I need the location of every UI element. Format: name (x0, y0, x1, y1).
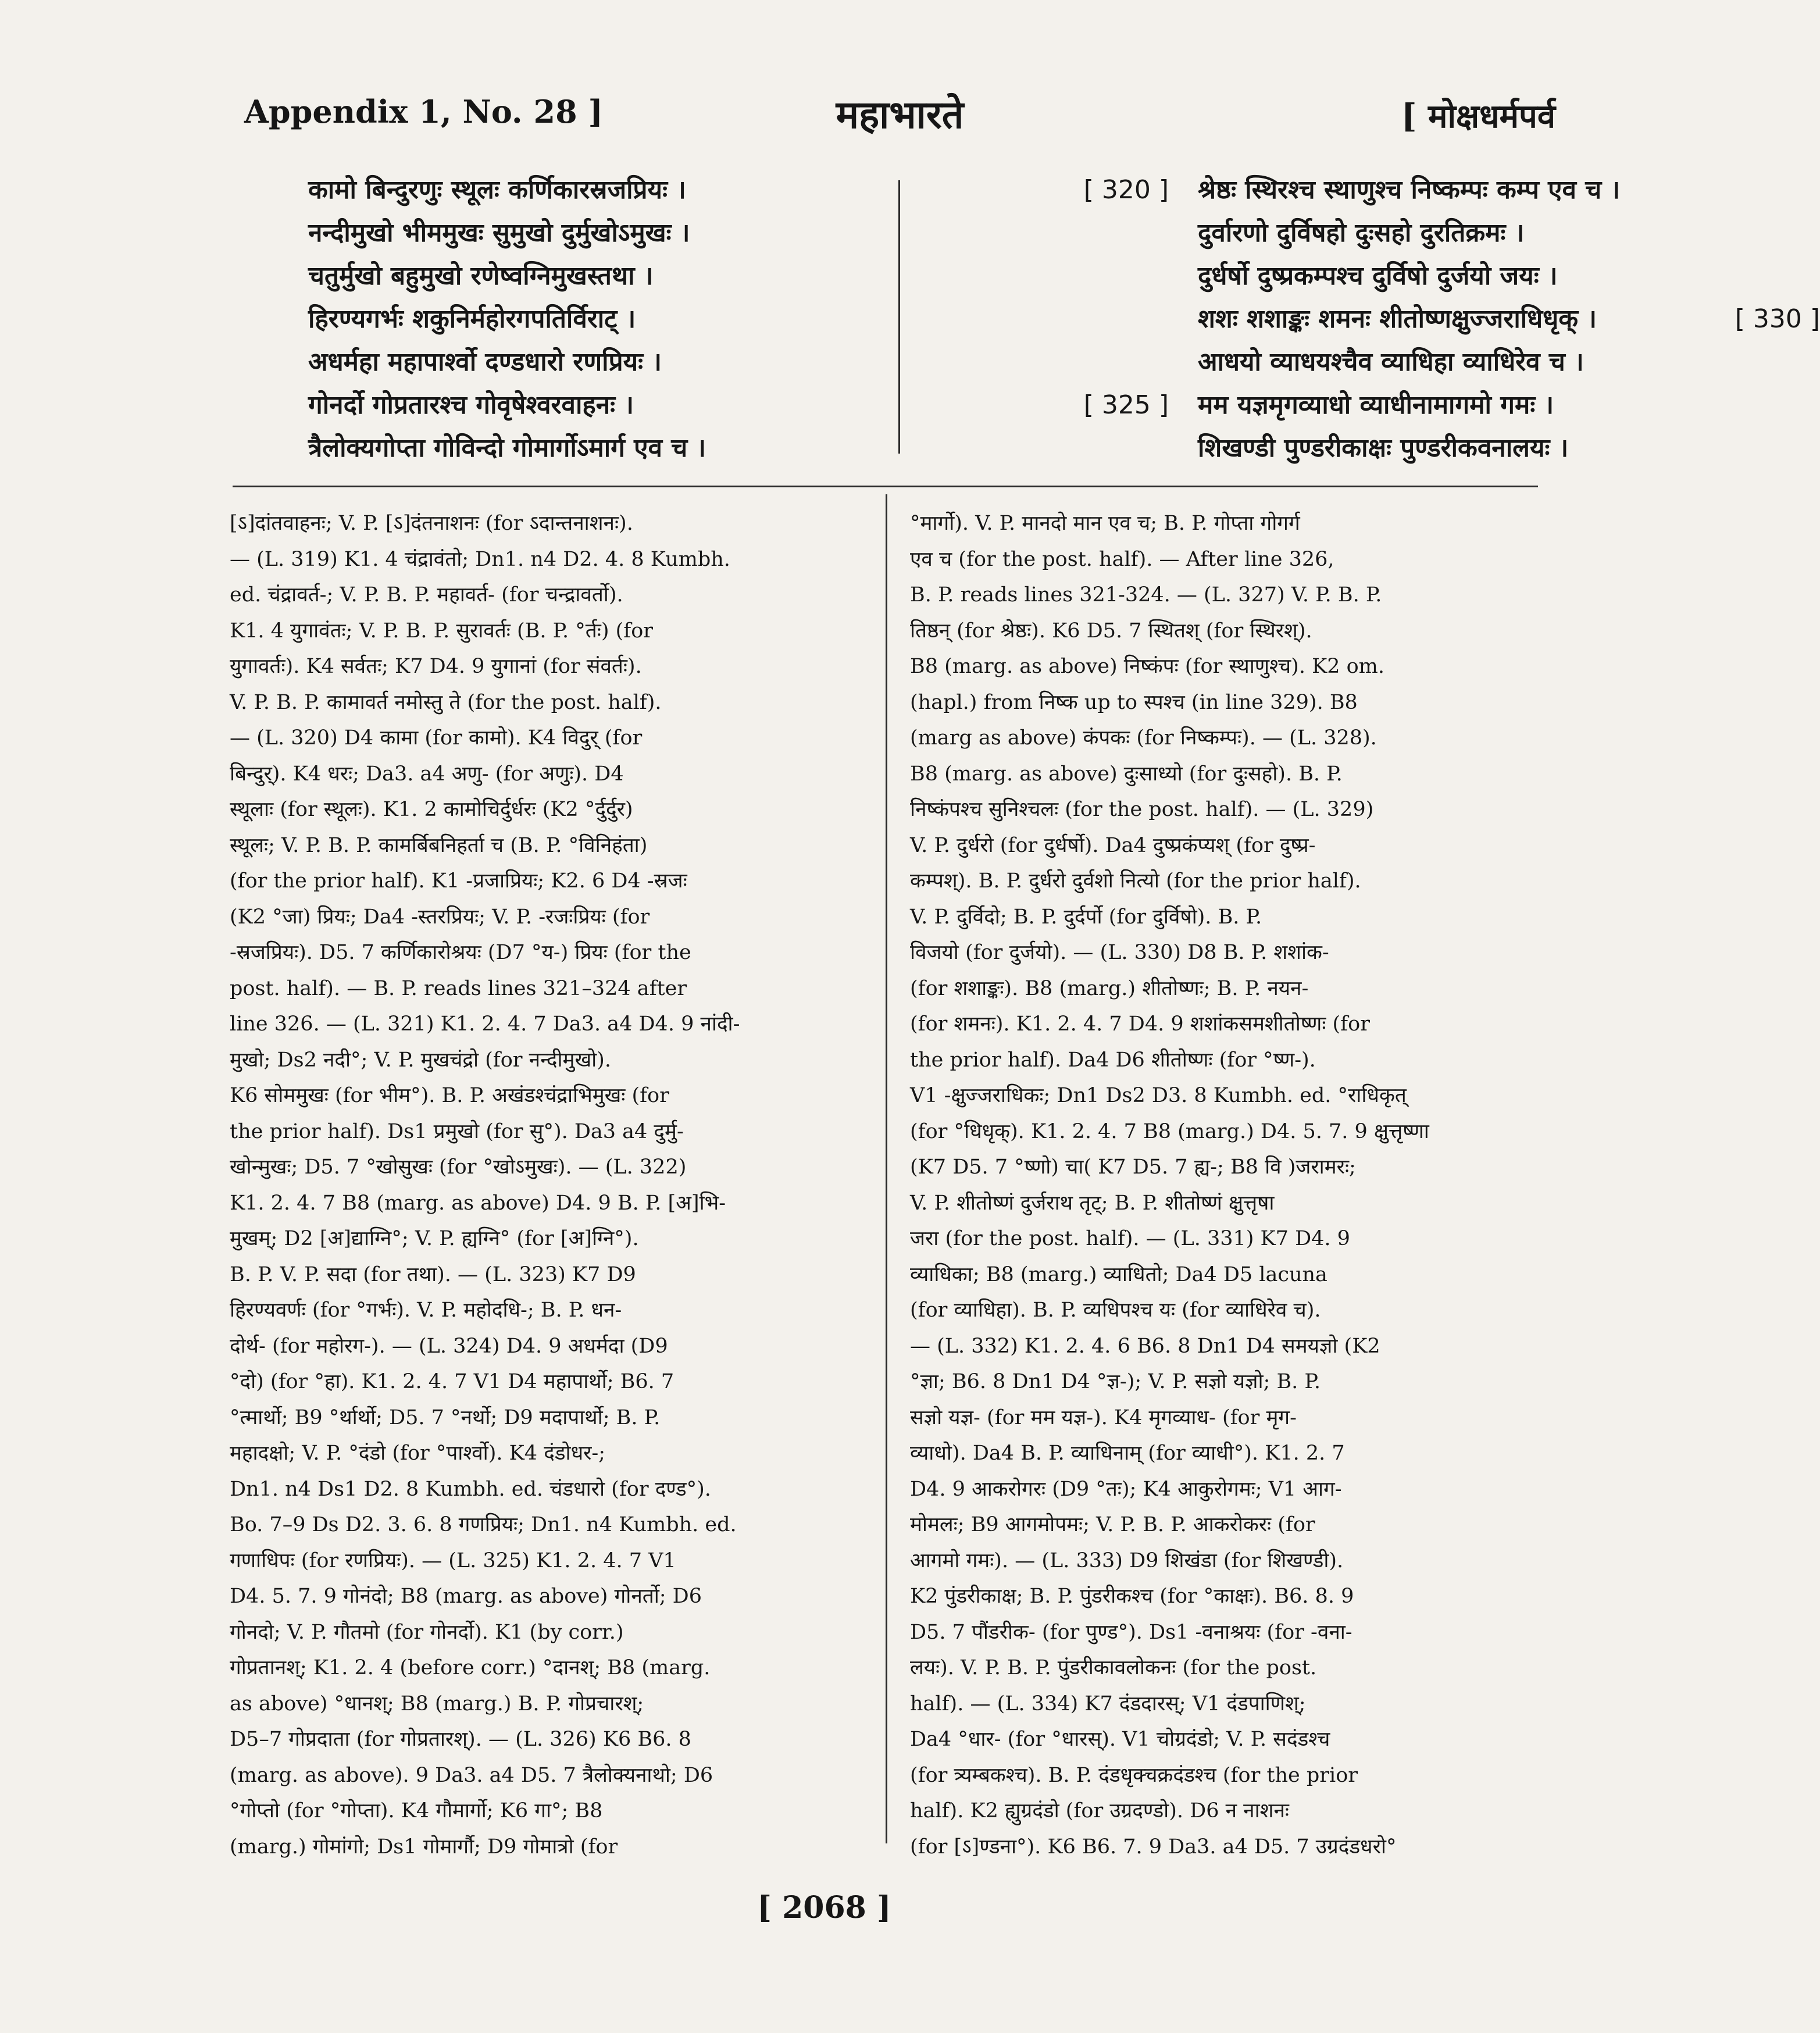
note-line: मुखम्; D2 [अ]द्याग्नि°; V. P. ह्यग्नि° (for [अ]ग्नि°). (230, 1227, 639, 1250)
running-header (244, 81, 1555, 145)
note-line: (for शमनः). K1. 2. 4. 7 D4. 9 शशांकसमशीतोष्णः (for (910, 1012, 1370, 1036)
note-line: line 326. — (L. 321) K1. 2. 4. 7 Da3. a4 D4. 9 नांदी- (230, 1012, 740, 1036)
note-line: खोन्मुखः; D5. 7 °खोसुखः (for °खोऽमुखः). — (L. 322) (230, 1155, 687, 1179)
note-line: half). — (L. 334) K7 दंडदारस्; V1 दंडपाणिश्; (910, 1692, 1306, 1715)
verse-text: हिरण्यगर्भः शकुनिर्महोरगपतिर्विराट् । (308, 304, 636, 334)
note-line: K6 सोममुखः (for भीम°). B. P. अखंडश्चंद्राभिमुखः (for (230, 1084, 669, 1107)
verse-number: [ 320 ] (1083, 175, 1169, 205)
verse-text: दुर्वारणो दुर्विषहो दुःसहो दुरतिक्रमः । (1198, 218, 1525, 248)
verse-number: [ 330 ] (1735, 304, 1820, 334)
verse-number: [ 325 ] (1083, 390, 1169, 420)
verse-line (308, 255, 1169, 298)
note-line: (K2 °जा) प्रियः; Da4 -स्तरप्रियः; V. P. -रजःप्रियः (for (230, 905, 650, 929)
note-line: आगमो गमः). — (L. 333) D9 शिखंडा (for शिखण्डी). (910, 1549, 1344, 1572)
note-line: D5–7 गोप्रदाता (for गोप्रतारश्). — (L. 326) K6 B6. 8 (230, 1728, 691, 1751)
note-line: — (L. 319) K1. 4 चंद्रावंतो; Dn1. n4 D2. 4. 8 Kumbh. (230, 547, 730, 571)
note-line: D4. 9 आकरोगरः (D9 °तः); K4 आकुरोगमः; V1 आग- (910, 1477, 1342, 1501)
note-line: V. P. दुर्विदो; B. P. दुर्दर्पो (for दुर्विषो). B. P. (910, 905, 1262, 929)
horizontal-rule (233, 486, 1538, 487)
note-line: स्थूलाः (for स्थूलः). K1. 2 कामोचिर्दुर्धरः (K2 °र्दुर्दुर) (230, 798, 633, 821)
note-line: लयः). V. P. B. P. पुंडरीकावलोकनः (for the post. (910, 1656, 1317, 1679)
note-line: post. half). — B. P. reads lines 321–324 after (230, 976, 687, 1000)
note-line: as above) °धानश्; B8 (marg.) B. P. गोप्रचारश्; (230, 1692, 644, 1715)
note-line: °दो) (for °हा). K1. 2. 4. 7 V1 D4 महापार्थो; B6. 7 (230, 1370, 675, 1393)
note-line: निष्कंपश्च सुनिश्चलः (for the post. half). — (L. 329) (910, 798, 1374, 821)
note-line: B. P. V. P. सदा (for तथा). — (L. 323) K7 D9 (230, 1262, 636, 1286)
verse-text: अधर्महा महापार्श्वो दण्डधारो रणप्रियः । (308, 347, 662, 377)
verse-line (308, 427, 1169, 470)
note-line: (for °धिधृक्). K1. 2. 4. 7 B8 (marg.) D4. 5. 7. 9 क्षुत्तृष्णा (910, 1119, 1429, 1143)
notes-column-divider (886, 494, 887, 1843)
verse-column-left (308, 169, 1169, 470)
note-line: सज्ञो यज्ञ- (for मम यज्ञ-). K4 मृगव्याध- (for मृग- (910, 1406, 1297, 1429)
verse-text: नन्दीमुखो भीममुखः सुमुखो दुर्मुखोऽमुखः । (308, 218, 690, 248)
note-line: °गोप्तो (for °गोप्ता). K4 गौमार्गो; K6 गा°; B8 (230, 1799, 603, 1822)
verse-text: श्रेष्ठः स्थिरश्च स्थाणुश्च निष्कम्पः कम्प एव च । (1198, 175, 1621, 205)
note-line: (for [ऽ]ण्डना°). K6 B6. 7. 9 Da3. a4 D5. 7 उग्रदंडधरो° (910, 1835, 1397, 1859)
note-line: व्याधो). Da4 B. P. व्याधिनाम् (for व्याधी°). K1. 2. 7 (910, 1442, 1345, 1465)
book-title: महाभारते (836, 92, 964, 137)
note-line: -स्रजप्रियः). D5. 7 कर्णिकारोश्रयः (D7 °य-) प्रियः (for the (230, 941, 691, 964)
note-line: तिष्ठन् (for श्रेष्ठः). K6 D5. 7 स्थितश् (for स्थिरश्). (910, 619, 1312, 643)
note-line: गणाधिपः (for रणप्रियः). — (L. 325) K1. 2. 4. 7 V1 (230, 1549, 676, 1572)
verse-text: चतुर्मुखो बहुमुखो रणेष्वग्निमुखस्तथा । (308, 261, 654, 291)
verse-line (1198, 255, 1820, 298)
note-line: the prior half). Da4 D6 शीतोष्णः (for °ष्ण-). (910, 1048, 1316, 1072)
note-line: एव च (for the post. half). — After line 326, (910, 547, 1334, 571)
verse-text: शशः शशाङ्कः शमनः शीतोष्णक्षुज्जराधिधृक् । (1198, 304, 1597, 334)
verse-line (1198, 427, 1820, 470)
note-line: — (L. 320) D4 कामा (for कामो). K4 विदुर् (for (230, 726, 643, 750)
note-line: कम्पश्). B. P. दुर्धरो दुर्वशो नित्यो (for the prior half). (910, 869, 1361, 893)
verse-line (308, 212, 1169, 255)
note-line: (for त्र्यम्बकश्च). B. P. दंडधृक्चक्रदंडश्च (for the prior (910, 1763, 1358, 1787)
verse-text: दुर्धर्षो दुष्प्रकम्पश्च दुर्विषो दुर्जयो जयः । (1198, 261, 1558, 291)
verse-text: आधयो व्याधयश्चैव व्याधिहा व्याधिरेव च । (1198, 347, 1584, 377)
note-line: D4. 5. 7. 9 गोनंदो; B8 (marg. as above) गोनर्तो; D6 (230, 1585, 702, 1608)
note-line: जरा (for the post. half). — (L. 331) K7 D4. 9 (910, 1227, 1350, 1250)
note-line: विजयो (for दुर्जयो). — (L. 330) D8 B. P. शशांक- (910, 941, 1329, 964)
note-line: K1. 2. 4. 7 B8 (marg. as above) D4. 9 B. P. [अ]भि- (230, 1191, 726, 1215)
note-line: (marg. as above). 9 Da3. a4 D5. 7 त्रैलोक्यनाथो; D6 (230, 1763, 713, 1787)
appendix-label: Appendix 1, No. 28 ] (244, 93, 603, 130)
verse-line (1198, 384, 1820, 427)
note-line: °मार्गो). V. P. मानदो मान एव च; B. P. गोप्ता गोगर्ग (910, 512, 1300, 535)
note-line: स्थूलः; V. P. B. P. कामर्बिबनिहर्ता च (B. P. °विनिहंता) (230, 833, 648, 857)
note-line: (for शशाङ्कः). B8 (marg.) शीतोष्णः; B. P. नयन- (910, 976, 1309, 1000)
note-line: ed. चंद्रावर्त-; V. P. B. P. महावर्त- (for चन्द्रावर्तो). (230, 583, 623, 607)
note-line: B8 (marg. as above) दुःसाध्यो (for दुःसहो). B. P. (910, 762, 1343, 786)
verse-line (308, 384, 1169, 427)
note-line: Da4 °धार- (for °धारस्). V1 चोग्रदंडो; V. P. सदंडश्च (910, 1728, 1330, 1751)
note-line: the prior half). Ds1 प्रमुखो (for सु°). Da3 a4 दुर्मु- (230, 1119, 684, 1143)
verse-line (1198, 169, 1820, 212)
note-line: गोप्रतानश्; K1. 2. 4 (before corr.) °दानश्; B8 (marg. (230, 1656, 711, 1679)
note-line: V. P. शीतोष्णं दुर्जराथ तृट्; B. P. शीतोष्णं क्षुत्तृषा (910, 1191, 1275, 1215)
verse-line (1198, 212, 1820, 255)
note-line: हिरण्यवर्णः (for °गर्भः). V. P. महोदधि-; B. P. धन- (230, 1299, 622, 1322)
verse-line (308, 298, 1169, 341)
verse-column-divider (898, 180, 900, 454)
note-line: half). K2 ह्युग्रदंडो (for उग्रदण्डो). D6 न नाशनः (910, 1799, 1289, 1822)
verse-text: मम यज्ञमृगव्याधो व्याधीनामागमो गमः । (1198, 390, 1554, 420)
note-line: V. P. दुर्धरो (for दुर्धर्षो). Da4 दुष्प्रकंप्यश् (for दुष्प्र- (910, 833, 1316, 857)
note-line: व्याधिका; B8 (marg.) व्याधितो; Da4 D5 lacuna (910, 1262, 1327, 1286)
note-line: Dn1. n4 Ds1 D2. 8 Kumbh. ed. चंडधारो (for दण्ड°). (230, 1477, 711, 1501)
note-line: (marg.) गोमांगो; Ds1 गोमार्गौ; D9 गोमात्रो (for (230, 1835, 618, 1859)
note-line: (marg as above) कंपकः (for निष्कम्पः). — (L. 328). (910, 726, 1377, 750)
note-line: (for the prior half). K1 -प्रजाप्रियः; K2. 6 D4 -स्रजः (230, 869, 687, 893)
note-line: महादक्षो; V. P. °दंडो (for °पार्श्वो). K4 दंडोधर-; (230, 1442, 606, 1465)
note-line: (K7 D5. 7 °ष्णो) चा( K7 D5. 7 ह्य-; B8 वि )जरामरः; (910, 1155, 1356, 1179)
verse-line (308, 341, 1169, 384)
note-line: मोमलः; B9 आगमोपमः; V. P. B. P. आकरोकरः (for (910, 1513, 1315, 1536)
verse-line (1198, 341, 1820, 384)
verse-column-right (1198, 169, 1820, 470)
note-line: V. P. B. P. कामावर्त नमोस्तु ते (for the post. half). (230, 690, 662, 714)
verse-text: कामो बिन्दुरणुः स्थूलः कर्णिकारस्रजप्रियः । (308, 175, 686, 205)
verse-line (308, 169, 1169, 212)
note-line: K1. 4 युगावंतः; V. P. B. P. सुरावर्तः (B. P. °र्तः) (for (230, 619, 654, 643)
note-line: V1 -क्षुज्जराधिकः; Dn1 Ds2 D3. 8 Kumbh. ed. °राधिकृत् (910, 1084, 1407, 1107)
note-line: गोनदो; V. P. गौतमो (for गोनर्दो). K1 (by corr.) (230, 1620, 624, 1644)
note-line: बिन्दुर्). K4 धरः; Da3. a4 अणु- (for अणुः). D4 (230, 762, 624, 786)
verse-line (1198, 298, 1820, 341)
note-line: युगावर्तः). K4 सर्वतः; K7 D4. 9 युगानां (for संवर्तः). (230, 655, 642, 678)
parvan-title: [ मोक्षधर्मपर्व (1401, 97, 1555, 135)
note-line: K2 पुंडरीकाक्ष; B. P. पुंडरीकश्च (for °काक्षः). B6. 8. 9 (910, 1585, 1354, 1608)
verse-text: त्रैलोक्यगोप्ता गोविन्दो गोमार्गोऽमार्ग एव च । (308, 433, 706, 463)
verse-block (291, 169, 1820, 471)
notes-column-right (910, 506, 1538, 1859)
note-line: °त्मार्थो; B9 °र्थार्थो; D5. 7 °नर्थो; D9 मदापार्थो; B. P. (230, 1406, 661, 1429)
note-line: °ज्ञा; B6. 8 Dn1 D4 °ज्ञ-); V. P. सज्ञो यज्ञो; B. P. (910, 1370, 1321, 1393)
verse-text: गोनर्दो गोप्रतारश्च गोवृषेश्वरवाहनः । (308, 390, 634, 420)
note-line: दोर्थ- (for महोरग-). — (L. 324) D4. 9 अधर्मदा (D9 (230, 1334, 668, 1358)
note-line: D5. 7 पौंडरीक- (for पुण्ड°). Ds1 -वनाश्रयः (for -वना- (910, 1620, 1352, 1644)
note-line: Bo. 7–9 Ds D2. 3. 6. 8 गणप्रियः; Dn1. n4 Kumbh. ed. (230, 1513, 737, 1536)
note-line: B. P. reads lines 321-324. — (L. 327) V. P. B. P. (910, 583, 1382, 607)
note-line: B8 (marg. as above) निष्कंपः (for स्थाणुश्च). K2 om. (910, 655, 1384, 678)
note-line: (for व्याधिहा). B. P. व्यधिपश्च यः (for व्याधिरेव च). (910, 1299, 1321, 1322)
note-line: — (L. 332) K1. 2. 4. 6 B6. 8 Dn1 D4 समयज्ञो (K2 (910, 1334, 1380, 1358)
page-number: [ 2068 ] (757, 1890, 891, 1925)
note-line: (hapl.) from निष्क up to स्पश्च (in line 329). B8 (910, 690, 1358, 714)
notes-column-left (230, 506, 863, 1859)
verse-text: शिखण्डी पुण्डरीकाक्षः पुण्डरीकवनालयः । (1198, 433, 1569, 463)
note-line: मुखो; Ds2 नदी°; V. P. मुखचंद्रो (for नन्दीमुखो). (230, 1048, 611, 1072)
note-line: [ऽ]दांतवाहनः; V. P. [ऽ]दंतनाशनः (for ऽदान्तनाशनः). (230, 512, 633, 535)
